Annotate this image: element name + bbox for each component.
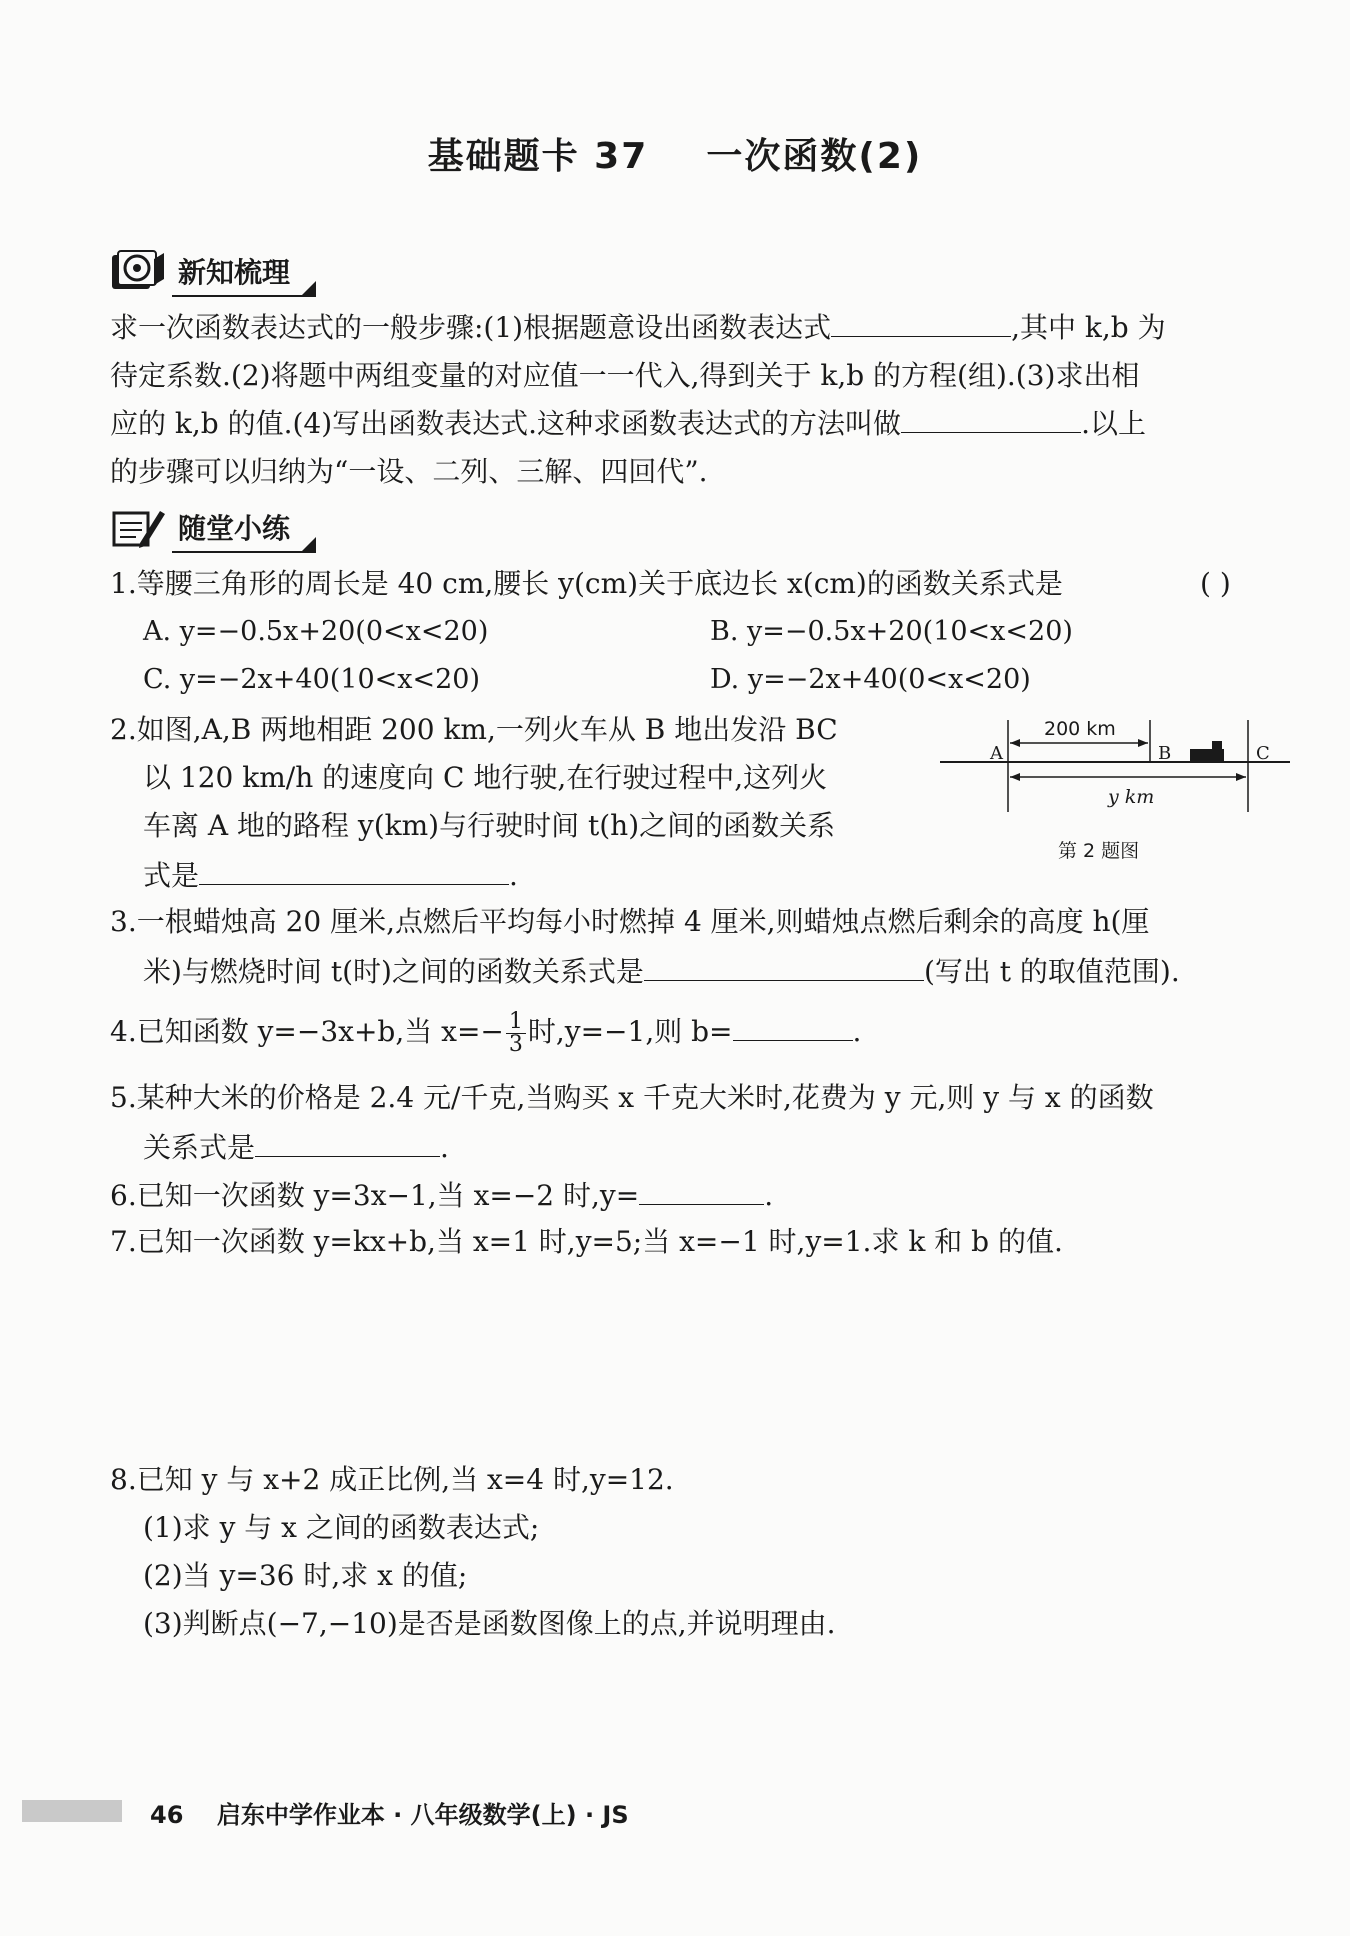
question-2-line: 2.如图,A,B 两地相距 200 km,一列火车从 B 地出发沿 BC: [110, 713, 838, 746]
question-2-line: 以 120 km/h 的速度向 C 地行驶,在行驶过程中,这列火: [143, 761, 828, 794]
footer-bar: [22, 1800, 122, 1822]
question-2-figure: [940, 705, 1300, 865]
answer-blank[interactable]: [639, 1174, 764, 1205]
option-d[interactable]: D. y=−2x+40(0<x<20): [710, 664, 1031, 695]
section-heading-label: 随堂小练: [178, 512, 291, 545]
knowledge-paragraph: [110, 304, 1310, 496]
section-heading-label: 新知梳理: [178, 256, 291, 289]
train-icon: [1190, 741, 1224, 762]
point-a-label: A: [990, 743, 1003, 764]
page-title: 基础题卡 37 一次函数(2): [427, 136, 923, 177]
knowledge-line: 求一次函数表达式的一般步骤:(1)根据题意设出函数表达式 ,其中 k,b 为: [110, 304, 1310, 352]
question-5-line: 关系式是 .: [143, 1126, 449, 1168]
knowledge-line: 待定系数.(2)将题中两组变量的对应值一一代入,得到关于 k,b 的方程(组).(3)求出相: [110, 359, 1140, 392]
section-heading-practice: [110, 504, 316, 550]
option-b[interactable]: B. y=−0.5x+20(10<x<20): [710, 616, 1073, 647]
option-a[interactable]: A. y=−0.5x+20(0<x<20): [143, 616, 489, 647]
option-c[interactable]: C. y=−2x+40(10<x<20): [143, 664, 480, 695]
question-2-line: 式是 .: [143, 854, 518, 896]
question-7-line: 7.已知一次函数 y=kx+b,当 x=1 时,y=5;当 x=−1 时,y=1.求 k 和 b 的值.: [110, 1225, 1063, 1258]
question-2-line: 车离 A 地的路程 y(km)与行驶时间 t(h)之间的函数关系: [143, 809, 836, 842]
page-footer: [150, 1795, 629, 1830]
page-number: 46: [150, 1801, 184, 1829]
book-cd-icon: [110, 249, 166, 293]
question-4-line: 4.已知函数 y=−3x+b,当 x=− $\frac{1}{3}$ 时,y=−1,则 b= .: [110, 1009, 862, 1057]
answer-blank[interactable]: [199, 854, 509, 885]
notebook-pencil-icon: [110, 505, 166, 549]
question-8-part-3: (3)判断点(−7,−10)是否是函数图像上的点,并说明理由.: [143, 1607, 836, 1640]
question-5-line: 5.某种大米的价格是 2.4 元/千克,当购买 x 千克大米时,花费为 y 元,则 y 与 x 的函数: [110, 1081, 1154, 1114]
question-7-answer-space[interactable]: [110, 1270, 1290, 1440]
answer-paren[interactable]: ( ): [1200, 567, 1231, 600]
answer-blank[interactable]: [901, 402, 1081, 433]
question-3-line: 3.一根蜡烛高 20 厘米,点燃后平均每小时燃掉 4 厘米,则蜡烛点燃后剩余的高度 h(厘: [110, 905, 1150, 938]
section-heading-new-knowledge: [110, 248, 316, 294]
knowledge-line: 的步骤可以归纳为“一设、二列、三解、四回代”.: [110, 455, 708, 488]
point-b-label: B: [1158, 743, 1172, 764]
distance-y-label: y km: [1108, 786, 1155, 808]
answer-blank[interactable]: [831, 306, 1011, 337]
answer-blank[interactable]: [733, 1010, 853, 1041]
fraction: $\frac{1}{3}$: [506, 1011, 526, 1056]
distance-ab-label: 200 km: [1044, 718, 1116, 740]
question-8-answer-space[interactable]: [110, 1652, 1290, 1772]
question-8-line: 8.已知 y 与 x+2 成正比例,当 x=4 时,y=12.: [110, 1463, 674, 1496]
knowledge-line: 应的 k,b 的值.(4)写出函数表达式.这种求函数表达式的方法叫做 .以上: [110, 400, 1310, 448]
point-c-label: C: [1256, 743, 1270, 764]
question-3-line: 米)与燃烧时间 t(时)之间的函数关系式是 (写出 t 的取值范围).: [143, 950, 1180, 992]
question-8-part-1: (1)求 y 与 x 之间的函数表达式;: [143, 1511, 540, 1544]
figure-caption: 第 2 题图: [1058, 840, 1140, 862]
answer-blank[interactable]: [644, 950, 924, 981]
question-1-stem: 1.等腰三角形的周长是 40 cm,腰长 y(cm)关于底边长 x(cm)的函数关系式是: [110, 567, 1063, 600]
book-title: 启东中学作业本 · 八年级数学(上) · JS: [216, 1801, 629, 1829]
question-6-line: 6.已知一次函数 y=3x−1,当 x=−2 时,y= .: [110, 1174, 773, 1216]
question-8-part-2: (2)当 y=36 时,求 x 的值;: [143, 1559, 468, 1592]
answer-blank[interactable]: [255, 1126, 440, 1157]
